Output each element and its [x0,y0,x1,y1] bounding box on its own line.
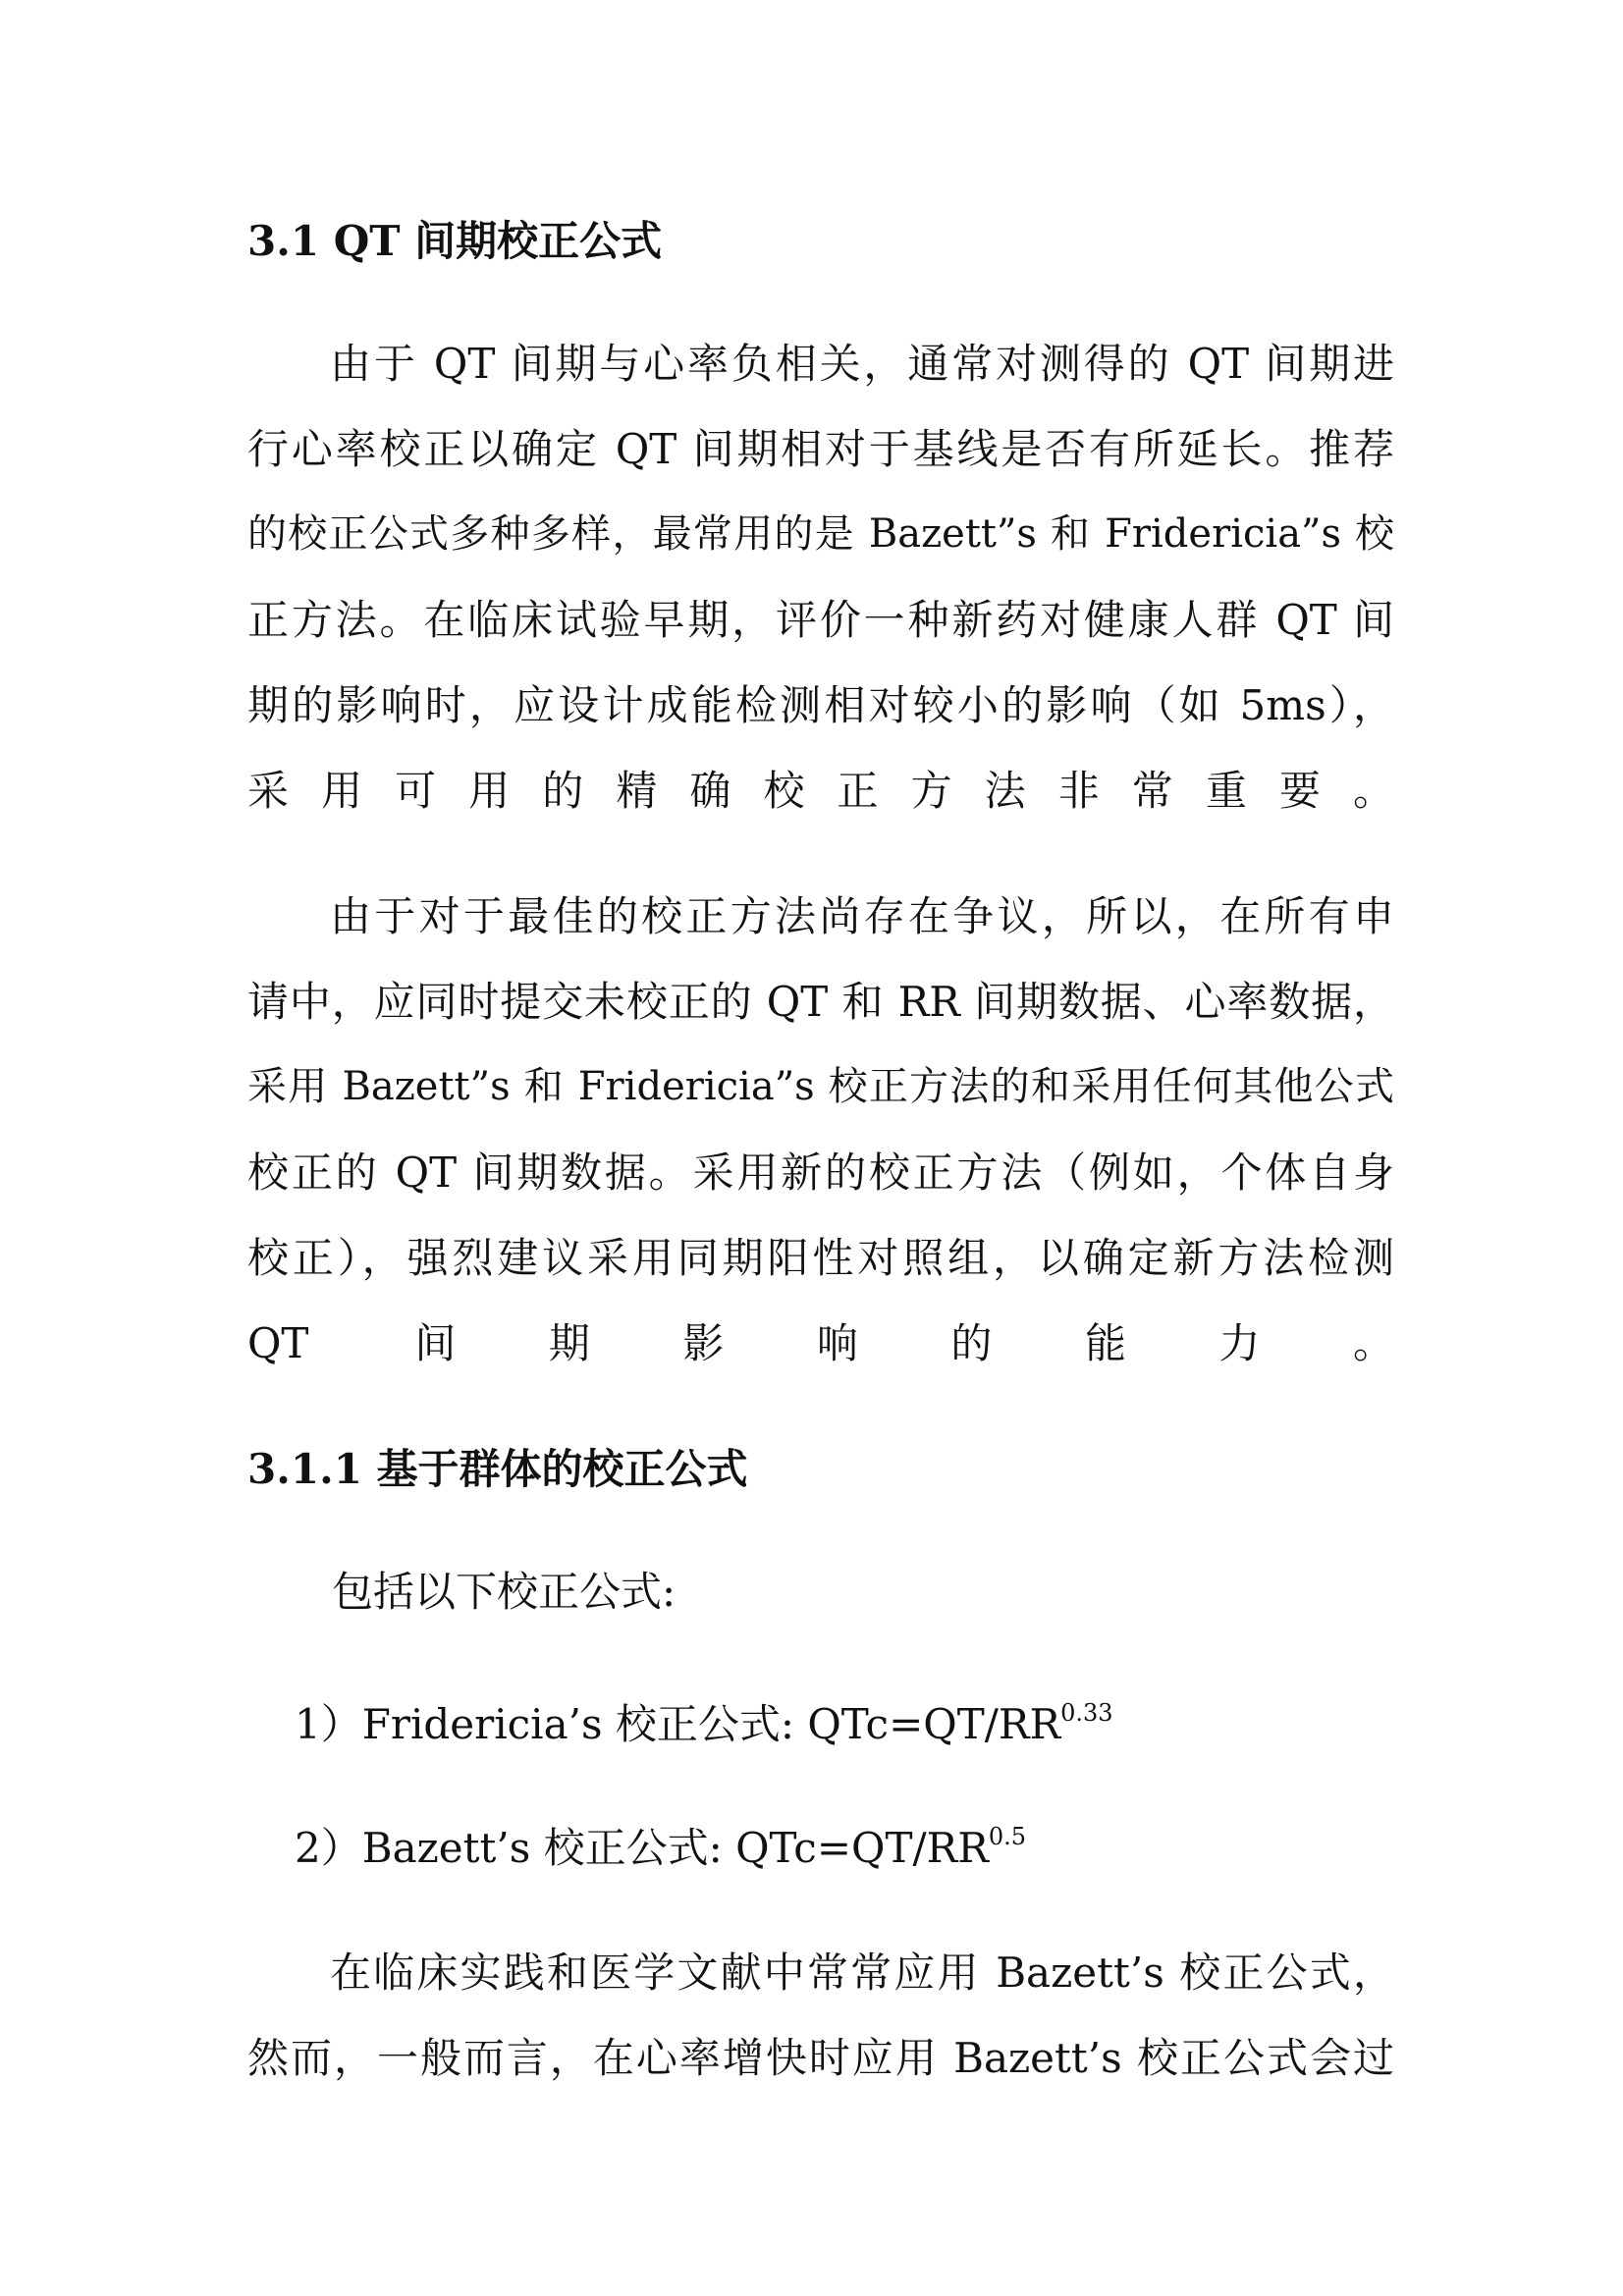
paragraph-line: 请中，应同时提交未校正的 QT 和 RR 间期数据、心率数据， [247,978,1394,1026]
paragraph-correction-submission [247,874,1394,1386]
paragraph-line: QT 间期影响的能力。 [247,1319,1394,1367]
formula-fridericia [295,1695,1113,1754]
formulas-intro: 包括以下校正公式: [332,1568,676,1616]
paragraph-line: 由于对于最佳的校正方法尚存在争议，所以，在所有申 [330,892,1394,940]
formula-exponent: 0.5 [988,1823,1027,1850]
section-heading: 3.1 QT 间期校正公式 [247,217,663,265]
formula-label: 2）Bazett’s 校正公式: QTc=QT/RR [295,1824,989,1872]
paragraph-line: 然而，一般而言，在心率增快时应用 Bazett’s 校正公式会过 [247,2034,1394,2082]
paragraph-line: 校正），强烈建议采用同期阳性对照组，以确定新方法检测 [247,1234,1394,1282]
paragraph-bazett-usage [247,1930,1394,2101]
paragraph-line: 采用可用的精确校正方法非常重要。 [247,767,1394,815]
paragraph-line: 期的影响时，应设计成能检测相对较小的影响（如 5ms）， [247,681,1394,729]
paragraph-line: 由于 QT 间期与心率负相关，通常对测得的 QT 间期进 [330,340,1394,388]
formula-label: 1）Fridericia’s 校正公式: QTc=QT/RR [295,1700,1061,1748]
paragraph-line: 采用 Bazett”s 和 Fridericia”s 校正方法的和采用任何其他公式 [247,1064,1394,1109]
paragraph-line: 正方法。在临床试验早期，评价一种新药对健康人群 QT 间 [247,596,1394,644]
formula-exponent: 0.33 [1060,1699,1113,1727]
paragraph-qt-correction [247,321,1394,833]
paragraph-line: 校正的 QT 间期数据。采用新的校正方法（例如，个体自身 [247,1148,1394,1197]
formula-bazett [295,1819,1026,1878]
paragraph-line: 行心率校正以确定 QT 间期相对于基线是否有所延长。推荐 [247,425,1394,473]
paragraph-line: 在临床实践和医学文献中常常应用 Bazett’s 校正公式， [330,1949,1394,1997]
paragraph-line: 的校正公式多种多样，最常用的是 Bazett”s 和 Fridericia”s 校 [247,511,1394,557]
subsection-heading: 3.1.1 基于群体的校正公式 [247,1445,748,1493]
